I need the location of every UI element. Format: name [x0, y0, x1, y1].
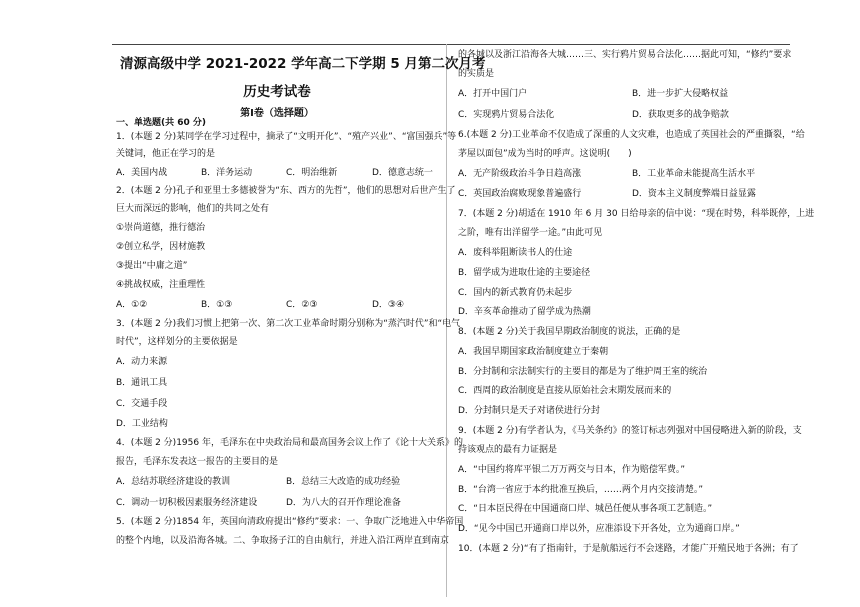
q6-text: 6.(本题 2 分)工业革命不仅造成了深重的人文灾难，也造成了英国社会的严重撕裂，“给 — [458, 130, 805, 140]
exam-subtitle: 历史考试卷 — [243, 84, 311, 100]
q3-option-b: B．通讯工具 — [116, 378, 168, 388]
q4-text: 4．(本题 2 分)1956 年，毛泽东在中央政治局和最高国务会议上作了《论十大关系》的 — [116, 438, 463, 448]
q2-option-a: A．①② — [116, 300, 148, 310]
section-heading: 一、单选题(共 60 分) — [116, 118, 207, 128]
q9-text: 9．(本题 2 分)有学者认为，《马关条约》的签订标志列强对中国侵略进入新的阶段，支 — [458, 426, 802, 436]
q2-statement-2: ②创立私学，因材施教 — [116, 242, 206, 252]
q3-option-a: A．动力来源 — [116, 357, 168, 367]
header-rule — [112, 44, 790, 45]
q2-text-cont: 巨大而深远的影响，他们的共同之处有 — [116, 204, 270, 214]
q6-option-b: B．工业革命未能提高生活水平 — [632, 169, 756, 179]
q8-text: 8．(本题 2 分)关于我国早期政治制度的说法，正确的是 — [458, 327, 681, 337]
q4-option-d: D．为八大的召开作理论准备 — [286, 498, 401, 508]
q7-option-c: C．国内的新式教育仍未起步 — [458, 288, 573, 298]
q3-option-c: C．交通手段 — [116, 399, 168, 409]
q6-option-a: A．无产阶级政治斗争日趋高涨 — [458, 169, 582, 179]
q2-option-b: B．①③ — [201, 300, 233, 310]
q1-option-c: C．明治维新 — [286, 168, 338, 178]
q9-option-b: B．“台湾一省应于本约批准互换后，……两个月内交接清楚。” — [458, 485, 704, 495]
q5-text-cont: 的整个内地，以及沿海各城。二、争取扬子江的自由航行，并进入沿江两岸直到南京 — [116, 536, 450, 546]
q2-text: 2．(本题 2 分)孔子和亚里士多德被誉为“东、西方的先哲”，他们的思想对后世产生了 — [116, 186, 456, 196]
exam-title: 清源高级中学 2021-2022 学年高二下学期 5 月第二次月考 — [120, 56, 486, 72]
q9-text-cont: 持该观点的最有力证据是 — [458, 445, 558, 455]
q7-option-a: A．废科举阻断读书人的仕途 — [458, 248, 573, 258]
q1-text-cont: 关键词，他正在学习的是 — [116, 149, 216, 159]
q5-option-d: D．获取更多的战争赔款 — [632, 110, 729, 120]
q7-option-d: D．辛亥革命推动了留学成为热潮 — [458, 307, 591, 317]
q9-option-a: A．“中国约将库平银二万万两交与日本，作为赔偿军费。” — [458, 465, 685, 475]
q2-statement-4: ④挑战权威，注重理性 — [116, 280, 206, 290]
q9-option-c: C．“日本臣民得在中国通商口岸、城邑任便从事各项工艺制造。” — [458, 504, 713, 514]
q3-text-cont: 时代”，这样划分的主要依据是 — [116, 337, 238, 347]
q1-option-b: B．洋务运动 — [201, 168, 253, 178]
q8-option-d: D．分封制只是天子对诸侯进行分封 — [458, 406, 600, 416]
q8-option-a: A．我国早期国家政治制度建立于秦朝 — [458, 347, 609, 357]
q2-statement-3: ③提出“中庸之道” — [116, 261, 188, 271]
q6-option-d: D．资本主义制度弊端日益显露 — [632, 189, 756, 199]
q2-statement-1: ①崇尚道德，推行德治 — [116, 223, 206, 233]
q4-option-c: C．调动一切积极因素服务经济建设 — [116, 498, 258, 508]
q5-option-c: C．实现鸦片贸易合法化 — [458, 110, 555, 120]
q3-text: 3．(本题 2 分)我们习惯上把第一次、第二次工业革命时期分别称为“蒸汽时代”和“电气 — [116, 319, 461, 329]
q3-option-d: D．工业结构 — [116, 419, 168, 429]
q8-option-b: B．分封制和宗法制实行的主要目的都是为了维护周王室的统治 — [458, 367, 708, 377]
q5-text-cont3: 的实质是 — [458, 69, 495, 79]
q4-option-a: A．总结苏联经济建设的教训 — [116, 477, 231, 487]
q2-option-d: D．③④ — [372, 300, 405, 310]
q6-text-cont: 茅屋以面包”成为当时的呼声。这说明( ) — [458, 149, 632, 159]
q1-option-d: D．德意志统一 — [372, 168, 433, 178]
q1-option-a: A．美国内战 — [116, 168, 168, 178]
q6-option-c: C．英国政治腐败现象普遍盛行 — [458, 189, 582, 199]
q4-text-cont: 报告，毛泽东发表这一报告的主要目的是 — [116, 457, 279, 467]
q5-option-b: B．进一步扩大侵略权益 — [632, 89, 729, 99]
q8-option-c: C．西周的政治制度是直接从原始社会末期发展而来的 — [458, 386, 672, 396]
part-heading: 第Ⅰ卷（选择题） — [240, 108, 314, 119]
q2-option-c: C．②③ — [286, 300, 318, 310]
q10-text: 10．(本题 2 分)“有了指南针，于是航船远行不会迷路，才能广开殖民地于各洲；有了 — [458, 544, 799, 554]
q7-text-cont: 之阶，唯有出洋留学一途。”由此可见 — [458, 228, 603, 238]
q5-text: 5．(本题 2 分)1854 年，英国向清政府提出“修约”要求：一、争取广泛地进入中华帝国 — [116, 517, 464, 527]
q7-option-b: B．留学成为进取仕途的主要途径 — [458, 268, 591, 278]
q1-text: 1．(本题 2 分)某同学在学习过程中，摘录了“文明开化”、“殖产兴业”、“富国强兵”等 — [116, 132, 457, 142]
q4-option-b: B．总结三大改造的成功经验 — [286, 477, 401, 487]
q7-text: 7．(本题 2 分)胡适在 1910 年 6 月 30 日给母亲的信中说：“现在时势，科举既停，上进 — [458, 209, 815, 219]
q9-option-d: D．“见今中国已开通商口岸以外，应准添设下开各处，立为通商口岸。” — [458, 524, 740, 534]
q5-text-cont2: 的各城以及浙江沿海各大城……三、实行鸦片贸易合法化……据此可知，“修约”要求 — [458, 50, 792, 60]
q5-option-a: A．打开中国门户 — [458, 89, 528, 99]
